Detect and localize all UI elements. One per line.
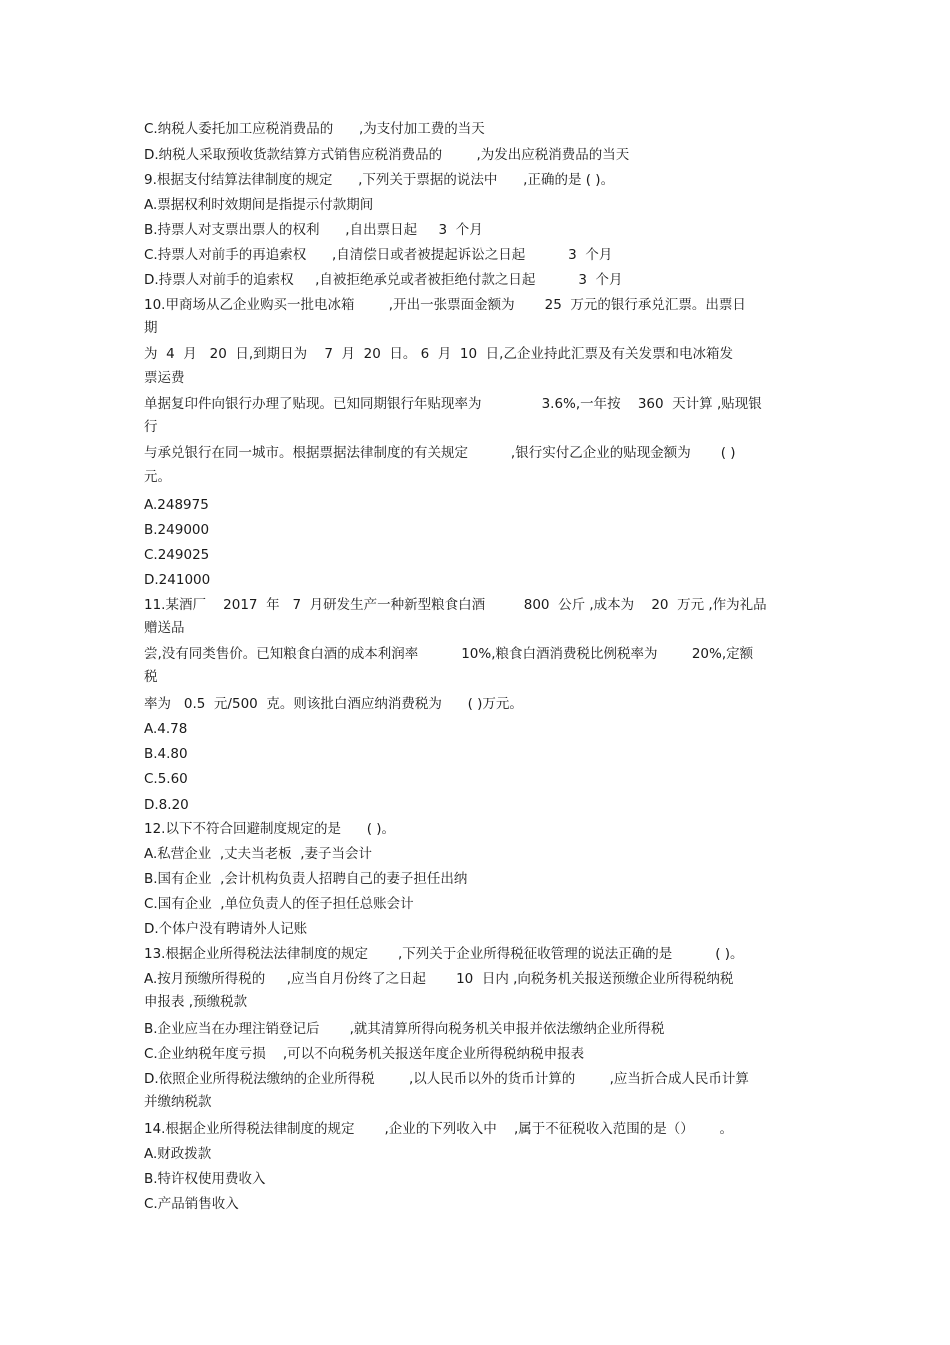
text-line: B.国有企业 ,会计机构负责人招聘自己的妻子担任出纳 <box>144 871 468 887</box>
text-line: 行 <box>144 419 158 435</box>
text-line: 12.以下不符合回避制度规定的是 ( )。 <box>144 821 396 837</box>
text-line: C.产品销售收入 <box>144 1196 239 1212</box>
text-line: C.纳税人委托加工应税消费品的 ,为支付加工费的当天 <box>144 121 485 137</box>
text-line: 税 <box>144 669 158 685</box>
text-line: D.个体户没有聘请外人记账 <box>144 921 308 937</box>
text-line: 为 4 月 20 日,到期日为 7 月 20 日。 6 月 10 日,乙企业持此汇票及有关发票和电冰箱发 <box>144 346 733 362</box>
text-line: B.4.80 <box>144 746 188 762</box>
text-line: C.企业纳税年度亏损 ,可以不向税务机关报送年度企业所得税纳税申报表 <box>144 1046 585 1062</box>
text-line: B.企业应当在办理注销登记后 ,就其清算所得向税务机关申报并依法缴纳企业所得税 <box>144 1021 665 1037</box>
text-line: 14.根据企业所得税法律制度的规定 ,企业的下列收入中 ,属于不征税收入范围的是（） 。 <box>144 1121 734 1137</box>
text-line: A.按月预缴所得税的 ,应当自月份终了之日起 10 日内 ,向税务机关报送预缴企业所得税纳税 <box>144 971 734 987</box>
text-line: 与承兑银行在同一城市。根据票据法律制度的有关规定 ,银行实付乙企业的贴现金额为 ( ) <box>144 445 736 461</box>
text-line: D.持票人对前手的追索权 ,自被拒绝承兑或者被拒绝付款之日起 3 个月 <box>144 272 623 288</box>
text-line: C.5.60 <box>144 771 188 787</box>
text-line: A.财政拨款 <box>144 1146 212 1162</box>
text-line: 尝,没有同类售价。已知粮食白酒的成本利润率 10%,粮食白酒消费税比例税率为 20%,定额 <box>144 646 754 662</box>
text-line: D.依照企业所得税法缴纳的企业所得税 ,以人民币以外的货币计算的 ,应当折合成人民币计算 <box>144 1071 749 1087</box>
text-line: 率为 0.5 元/500 克。则该批白酒应纳消费税为 ( )万元。 <box>144 696 523 712</box>
text-line: 11.某酒厂 2017 年 7 月研发生产一种新型粮食白酒 800 公斤 ,成本为 20 万元 ,作为礼品 <box>144 597 767 613</box>
text-line: 元。 <box>144 469 171 485</box>
text-line: A.248975 <box>144 497 209 513</box>
text-line: A.私营企业 ,丈夫当老板 ,妻子当会计 <box>144 846 373 862</box>
text-line: 申报表 ,预缴税款 <box>144 994 248 1010</box>
text-line: C.持票人对前手的再追索权 ,自清偿日或者被提起诉讼之日起 3 个月 <box>144 247 613 263</box>
text-line: D.8.20 <box>144 797 189 813</box>
text-line: B.249000 <box>144 522 210 538</box>
text-line: D.纳税人采取预收货款结算方式销售应税消费品的 ,为发出应税消费品的当天 <box>144 147 630 163</box>
text-line: C.国有企业 ,单位负责人的侄子担任总账会计 <box>144 896 414 912</box>
text-line: 赠送品 <box>144 620 185 636</box>
text-line: 9.根据支付结算法律制度的规定 ,下列关于票据的说法中 ,正确的是 ( )。 <box>144 172 615 188</box>
text-line: B.特许权使用费收入 <box>144 1171 266 1187</box>
text-line: 期 <box>144 320 158 336</box>
text-line: 单据复印件向银行办理了贴现。已知同期银行年贴现率为 3.6%,一年按 360 天计算 ,贴现银 <box>144 396 762 412</box>
text-line: C.249025 <box>144 547 210 563</box>
text-line: A.票据权利时效期间是指提示付款期间 <box>144 197 374 213</box>
text-line: B.持票人对支票出票人的权利 ,自出票日起 3 个月 <box>144 222 483 238</box>
text-line: D.241000 <box>144 572 211 588</box>
text-line: 13.根据企业所得税法法律制度的规定 ,下列关于企业所得税征收管理的说法正确的是 ( )。 <box>144 946 744 962</box>
text-line: 并缴纳税款 <box>144 1094 212 1110</box>
text-line: 10.甲商场从乙企业购买一批电冰箱 ,开出一张票面金额为 25 万元的银行承兑汇票。出票日 <box>144 297 746 313</box>
text-line: A.4.78 <box>144 721 188 737</box>
text-line: 票运费 <box>144 370 185 386</box>
